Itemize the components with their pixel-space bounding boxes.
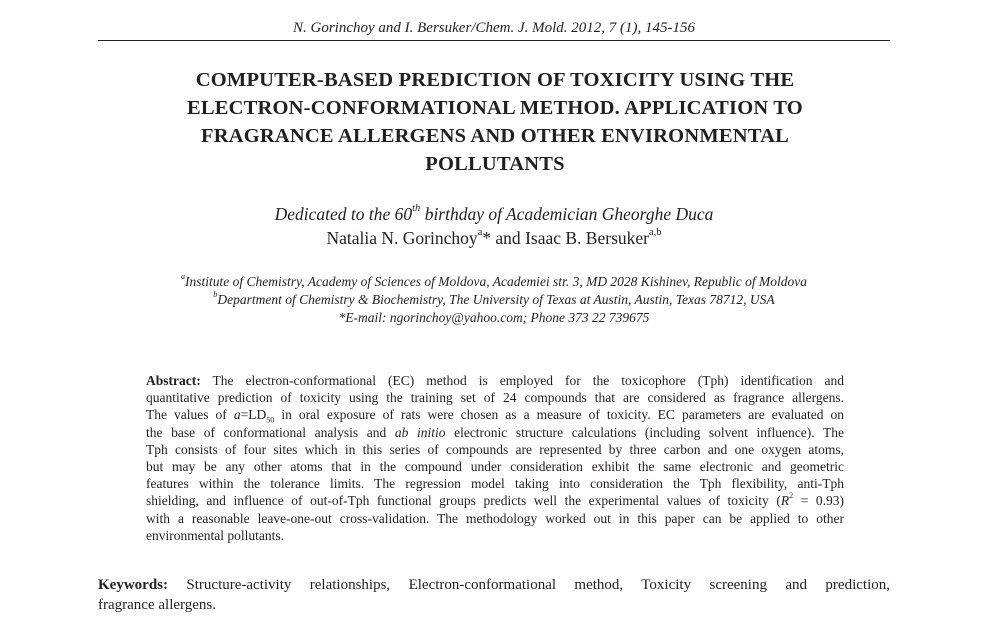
dedication-prefix: Dedicated to the 60 [274, 204, 413, 224]
author-affil-mark: a,b [648, 227, 662, 239]
title-line: ELECTRON-CONFORMATIONAL METHOD. APPLICATION TO [187, 97, 803, 119]
dedication [98, 203, 890, 225]
title-line: POLLUTANTS [425, 153, 565, 175]
author-name: Isaac B. Bersuker [525, 228, 649, 248]
abstract [146, 372, 844, 544]
abstract-line: the base of conformational analysis and ab initio electronic structure calculations (including solvent influence). The [146, 424, 844, 440]
title-line: FRAGRANCE ALLERGENS AND OTHER ENVIRONMENTAL [201, 125, 789, 147]
author-affil-mark: a [477, 227, 483, 239]
abstract-line: with a reasonable leave-one-out cross-validation. The methodology worked out in this paper can be applied to other [146, 510, 844, 526]
paper-title [130, 66, 860, 178]
contact-email: *E-mail: ngorinchoy@yahoo.com; Phone 373 22 739675 [338, 310, 650, 325]
dedication-sup: th [412, 203, 421, 215]
abstract-line: quantitative prediction of toxicity using the training set of 24 compounds that are considered as fragrance allergens. [146, 390, 844, 406]
authors-and: and [491, 228, 526, 248]
abstract-line: shielding, and influence of out-of-Tph functional groups predicts well the experimental values of toxicity $(R^2 = 0.93)$ [146, 491, 844, 509]
affiliation-mark: b [213, 289, 218, 299]
abstract-line: Abstract: The electron-conformational (EC) method is employed for the toxicophore (Tph) identification and [146, 373, 844, 388]
abstract-line: but may be any other atoms that in the compound under consideration exhibit the same electronic and geometric [146, 459, 844, 475]
affiliations [98, 273, 890, 327]
abstract-line: features within the tolerance limits. The regression model taking into consideration the Tph flexibility, anti-Tph [146, 476, 844, 492]
abstract-line: Tph consists of four sites which in this series of compounds are represented by three carbon and one oxygen atoms, [146, 441, 844, 457]
affiliation-text: Institute of Chemistry, Academy of Sciences of Moldova, Academiei str. 3, MD 2028 Kishinev, Republic of Moldova [185, 274, 808, 289]
affiliation-a [98, 273, 890, 291]
keywords [98, 575, 890, 615]
corresponding-mark: * [482, 228, 492, 248]
keywords-line: fragrance allergens. [98, 597, 216, 613]
author-name: Natalia N. Gorinchoy [326, 228, 478, 248]
keywords-line: Keywords: Structure-activity relationships, Electron-conformational method, Toxicity screening and prediction, [98, 577, 890, 593]
abstract-line: The values of $a=LD_{50}$ in oral exposure of rats were chosen as a measure of toxicity. EC parameters are evaluated on [146, 407, 844, 426]
affiliation-b [98, 291, 890, 309]
authors [98, 227, 890, 249]
header-rule [98, 40, 890, 41]
dedication-suffix: birthday of Academician Gheorghe Duca [420, 204, 714, 224]
keywords-label: Keywords: [98, 577, 168, 593]
running-header: N. Gorinchoy and I. Bersuker/Chem. J. Mold. 2012, 7 (1), 145-156 [292, 20, 696, 36]
abstract-label: Abstract: [146, 373, 201, 388]
affiliation-mark: a [180, 271, 186, 281]
affiliation-text: Department of Chemistry & Biochemistry, The University of Texas at Austin, Austin, Texas 78712, USA [217, 292, 775, 307]
abstract-line: environmental pollutants. [146, 527, 284, 543]
title-line: COMPUTER-BASED PREDICTION OF TOXICITY USING THE [195, 69, 795, 91]
